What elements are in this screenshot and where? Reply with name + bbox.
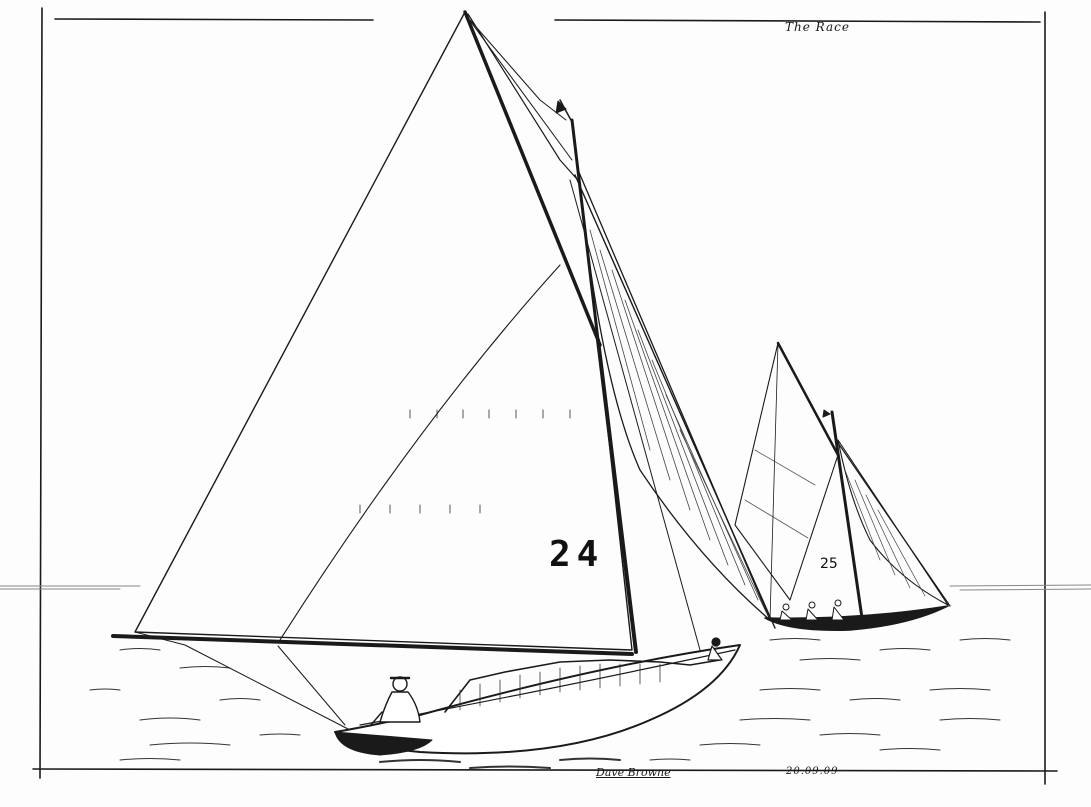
lead-sail-number: 24	[549, 534, 605, 575]
lead-cutter	[113, 12, 775, 755]
drawing-date: 20.09.09	[786, 766, 839, 777]
horizon-line	[0, 585, 1091, 590]
trailing-mast	[832, 412, 862, 618]
drawing-title: The Race	[785, 20, 850, 34]
lead-boom	[113, 636, 632, 654]
lead-headsail-hatching	[590, 230, 766, 612]
trailing-cutter	[735, 343, 950, 630]
trailing-hull	[765, 606, 948, 630]
lead-helmsman	[370, 677, 420, 726]
trailing-sail-number: 25	[820, 556, 838, 572]
artist-signature: Dave Browne	[596, 766, 671, 779]
lead-rigging	[135, 18, 700, 730]
lead-reef-points	[360, 410, 570, 513]
trailing-crew	[780, 600, 844, 620]
